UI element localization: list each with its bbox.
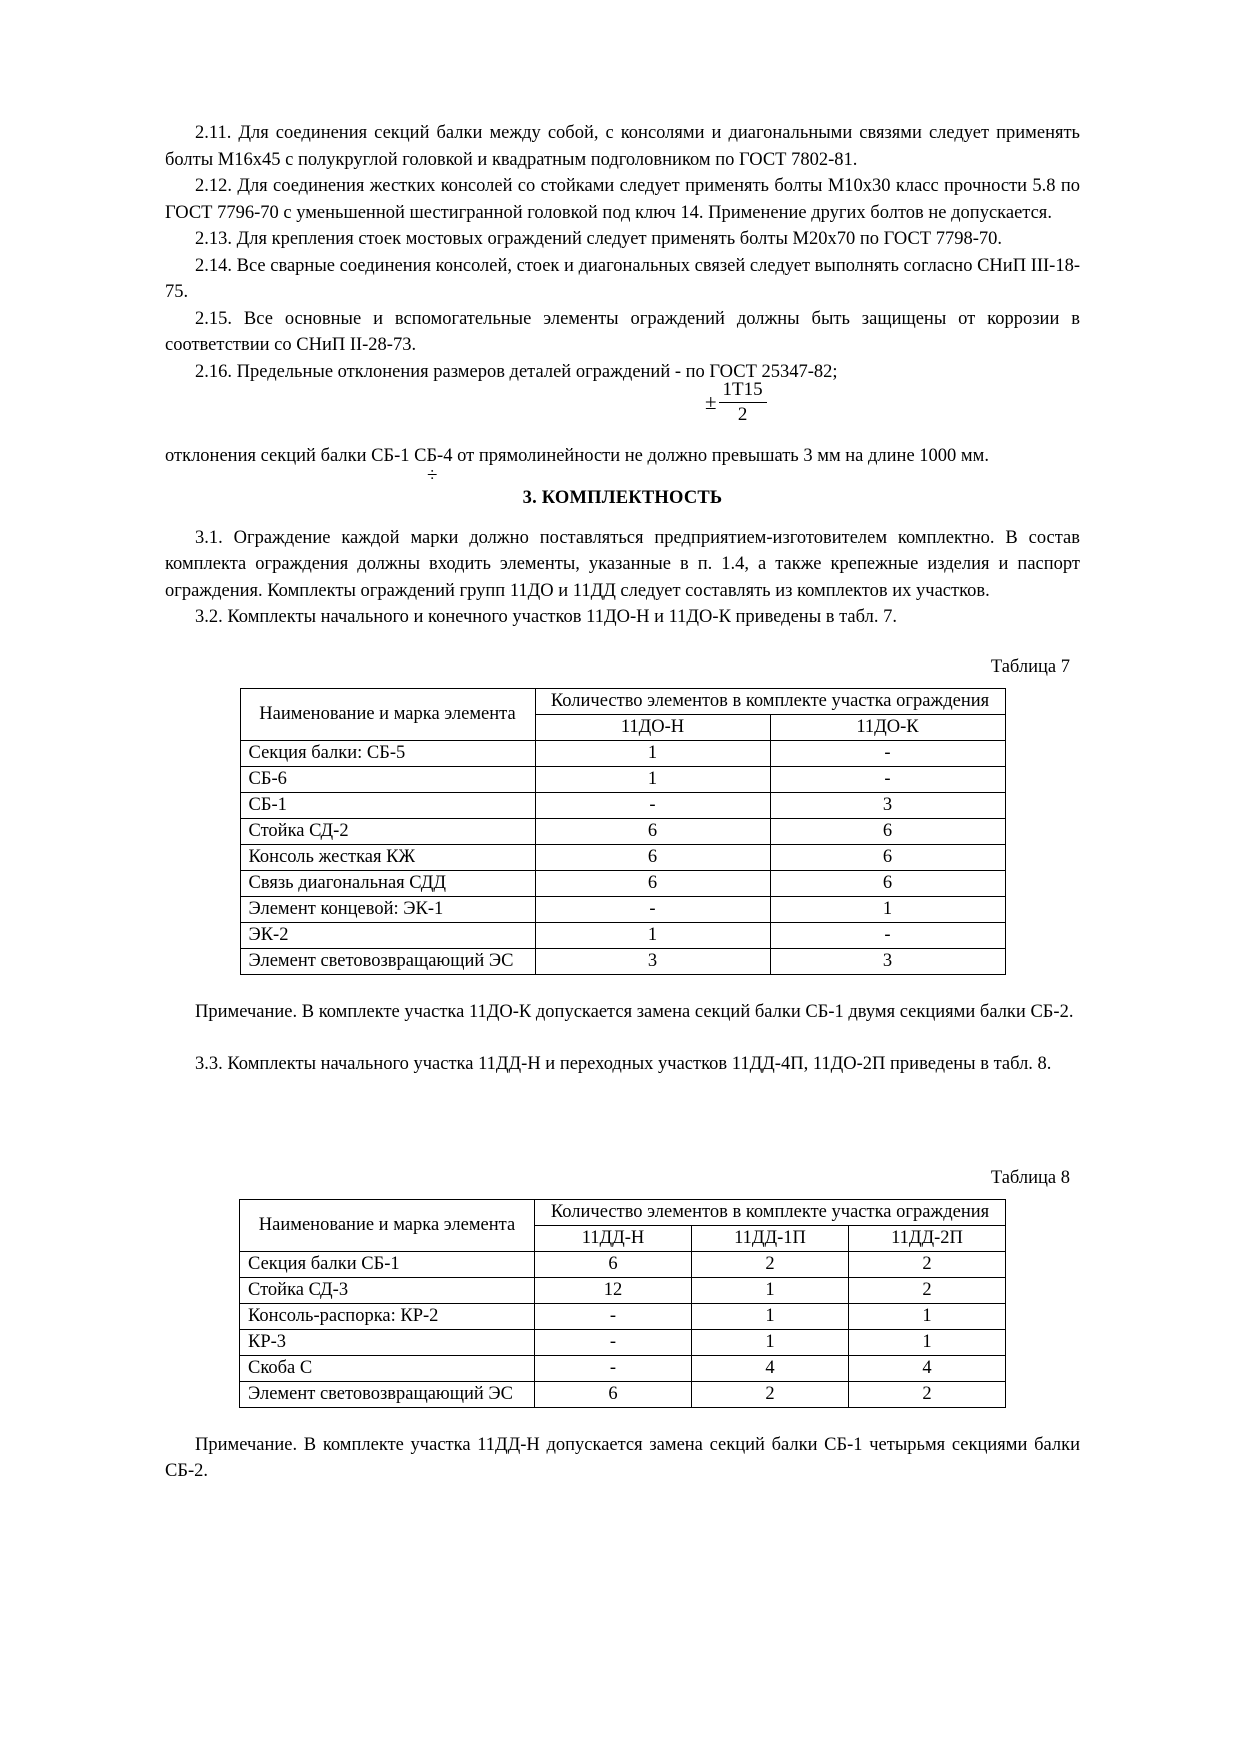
table-7-row-2-val-1: 3 — [770, 792, 1005, 818]
table-7-row-0-val-1: - — [770, 740, 1005, 766]
paragraph-3-1: 3.1. Ограждение каждой марки должно поставляться предприятием-изготовителем комплектно. В состав комплекта ограждения должны входить элементы, указанные в п. 1.4, а также крепежные изделия и паспорт ограждения. Комплекты ограждений групп 11ДО и 11ДД следует составлять из комплектов их участков. — [165, 527, 1080, 601]
table-7-row-0-label: Секция балки: СБ-5 — [240, 740, 535, 766]
table-8-row-4-val-2: 4 — [849, 1355, 1006, 1381]
table-7-row-8-label: Элемент световозвращающий ЭС — [240, 948, 535, 974]
table-8-row-1-val-2: 2 — [849, 1277, 1006, 1303]
table-8-row-4-label: Скоба С — [240, 1355, 535, 1381]
table-8-row-3-val-2: 1 — [849, 1329, 1006, 1355]
formula-denominator: 2 — [737, 403, 748, 425]
table-row — [240, 870, 1005, 896]
table-7-row-6-val-0: - — [535, 896, 770, 922]
table-7-row-6-val-1: 1 — [770, 896, 1005, 922]
table-7-row-6-label: Элемент концевой: ЭК-1 — [240, 896, 535, 922]
plus-minus-sign: ± — [705, 389, 717, 414]
tolerance-formula — [165, 379, 1080, 443]
table-8-row-5-val-2: 2 — [849, 1381, 1006, 1407]
table-7-row-3-val-0: 6 — [535, 818, 770, 844]
table-8-row-2-val-1: 1 — [692, 1303, 849, 1329]
paragraph-2-12: 2.12. Для соединения жестких консолей со стойками следует применять болты М10х30 класс прочности 5.8 по ГОСТ 7796-70 с уменьшенной шестигранной головкой под ключ 14. Применение других болтов не допускается. — [165, 176, 1080, 223]
table-row — [240, 844, 1005, 870]
table-8-row-4-val-0: - — [535, 1355, 692, 1381]
table-7-row-4-val-0: 6 — [535, 844, 770, 870]
table-7-col-2: 11ДО-К — [770, 714, 1005, 740]
table-row — [240, 792, 1005, 818]
table-7-row-4-label: Консоль жесткая КЖ — [240, 844, 535, 870]
table-7-header-span: Количество элементов в комплекте участка ограждения — [535, 688, 1005, 714]
table-7-note: Примечание. В комплекте участка 11ДО-К допускается замена секций балки СБ-1 двумя секциями балки СБ-2. — [195, 1001, 1074, 1022]
table-8-col-3: 11ДД-2П — [849, 1225, 1006, 1251]
table-8-row-0-val-0: 6 — [535, 1251, 692, 1277]
table-row — [240, 1251, 1006, 1277]
table-7-row-2-val-0: - — [535, 792, 770, 818]
table-row — [240, 818, 1005, 844]
table-8-row-1-label: Стойка СД-3 — [240, 1277, 535, 1303]
table-8-row-0-val-2: 2 — [849, 1251, 1006, 1277]
table-8-header-name: Наименование и марка элемента — [240, 1199, 535, 1251]
table-8-row-5-val-1: 2 — [692, 1381, 849, 1407]
table-7-col-1: 11ДО-Н — [535, 714, 770, 740]
paragraph-2-11: 2.11. Для соединения секций балки между собой, с консолями и диагональными связями следует применять болты М16х45 с полукруглой головкой и квадратным подголовником по ГОСТ 7802-81. — [165, 123, 1080, 170]
division-icon: ÷ — [427, 465, 438, 486]
table-7-row-5-val-0: 6 — [535, 870, 770, 896]
table-7-row-8-val-0: 3 — [535, 948, 770, 974]
table-row — [240, 1303, 1006, 1329]
table-7-header-row-1 — [240, 688, 1005, 714]
table-8-col-2: 11ДД-1П — [692, 1225, 849, 1251]
paragraph-2-14: 2.14. Все сварные соединения консолей, стоек и диагональных связей следует выполнять согласно СНиП III-18-75. — [165, 255, 1080, 302]
table-8 — [239, 1199, 1006, 1408]
paragraph-2-16: 2.16. Предельные отклонения размеров деталей ограждений - по ГОСТ 25347-82; — [195, 361, 838, 382]
table-8-caption: Таблица 8 — [990, 1167, 1070, 1188]
table-8-row-1-val-1: 1 — [692, 1277, 849, 1303]
table-8-note: Примечание. В комплекте участка 11ДД-Н допускается замена секций балки СБ-1 четырьмя секциями балки СБ-2. — [165, 1434, 1080, 1481]
table-7-row-2-label: СБ-1 — [240, 792, 535, 818]
table-8-row-5-val-0: 6 — [535, 1381, 692, 1407]
table-7-row-5-val-1: 6 — [770, 870, 1005, 896]
table-8-row-4-val-1: 4 — [692, 1355, 849, 1381]
table-7-caption: Таблица 7 — [990, 656, 1070, 677]
table-row — [240, 740, 1005, 766]
table-8-header-span: Количество элементов в комплекте участка ограждения — [535, 1199, 1006, 1225]
table-row — [240, 1381, 1006, 1407]
table-7-row-4-val-1: 6 — [770, 844, 1005, 870]
table-8-row-2-val-2: 1 — [849, 1303, 1006, 1329]
table-7-row-1-val-0: 1 — [535, 766, 770, 792]
table-8-row-3-val-0: - — [535, 1329, 692, 1355]
table-8-col-1: 11ДД-Н — [535, 1225, 692, 1251]
table-8-row-5-label: Элемент световозвращающий ЭС — [240, 1381, 535, 1407]
table-7-row-7-val-0: 1 — [535, 922, 770, 948]
table-row — [240, 922, 1005, 948]
table-7-row-1-label: СБ-6 — [240, 766, 535, 792]
table-7-row-1-val-1: - — [770, 766, 1005, 792]
paragraph-3-2: 3.2. Комплекты начального и конечного участков 11ДО-Н и 11ДО-К приведены в табл. 7. — [195, 607, 897, 627]
table-row — [240, 766, 1005, 792]
table-7-row-7-val-1: - — [770, 922, 1005, 948]
table-7-row-5-label: Связь диагональная СДД — [240, 870, 535, 896]
table-8-row-2-val-0: - — [535, 1303, 692, 1329]
paragraph-after-formula — [165, 443, 1080, 486]
table-7-row-3-label: Стойка СД-2 — [240, 818, 535, 844]
table-row — [240, 1329, 1006, 1355]
table-7-row-0-val-0: 1 — [535, 740, 770, 766]
formula-numerator: 1Т15 — [719, 379, 767, 403]
section-heading-3: 3. КОМПЛЕКТНОСТЬ — [522, 487, 723, 508]
table-7-header-name: Наименование и марка элемента — [240, 688, 535, 740]
paragraph-2-13: 2.13. Для крепления стоек мостовых ограждений следует применять болты М20х70 по ГОСТ 7798-70. — [195, 229, 1003, 249]
paragraph-2-15: 2.15. Все основные и вспомогательные элементы ограждений должны быть защищены от коррозии в соответствии со СНиП II-28-73. — [165, 308, 1080, 355]
table-8-row-3-val-1: 1 — [692, 1329, 849, 1355]
table-8-header-row-1 — [240, 1199, 1006, 1225]
table-8-row-1-val-0: 12 — [535, 1277, 692, 1303]
table-row — [240, 1355, 1006, 1381]
table-8-row-2-label: Консоль-распорка: КР-2 — [240, 1303, 535, 1329]
table-row — [240, 948, 1005, 974]
table-8-row-0-label: Секция балки СБ-1 — [240, 1251, 535, 1277]
table-row — [240, 1277, 1006, 1303]
table-8-row-0-val-1: 2 — [692, 1251, 849, 1277]
paragraph-3-3: 3.3. Комплекты начального участка 11ДД-Н и переходных участков 11ДД-4П, 11ДО-2П приведены в табл. 8. — [195, 1054, 1052, 1074]
table-7 — [240, 688, 1006, 975]
table-7-row-3-val-1: 6 — [770, 818, 1005, 844]
after-formula-text: отклонения секций балки СБ-1 СБ-4 от прямолинейности не должно превышать 3 мм на длине 1000 мм. — [165, 446, 989, 466]
table-8-row-3-label: КР-3 — [240, 1329, 535, 1355]
table-7-row-8-val-1: 3 — [770, 948, 1005, 974]
table-row — [240, 896, 1005, 922]
table-7-row-7-label: ЭК-2 — [240, 922, 535, 948]
